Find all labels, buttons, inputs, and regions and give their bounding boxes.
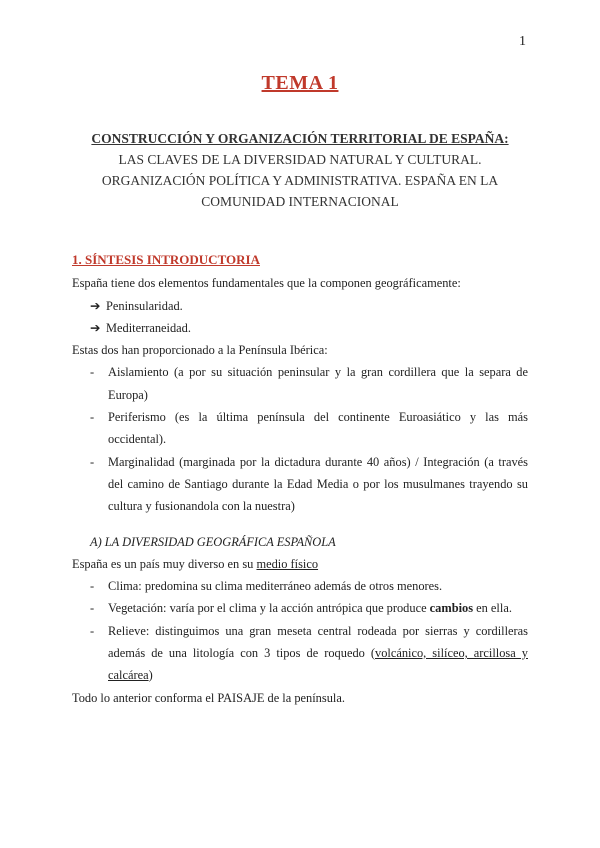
section-1-dash-list [72,361,528,517]
list-item [72,597,528,619]
arrow-item-text: Mediterraneidad. [106,320,191,335]
roquedo-types: volcánico, silíceo, arcillosa y calcárea [108,646,528,683]
list-item-text: Marginalidad (marginada por la dictadura durante 40 años) / Integración (a través del camino de Santiago durante la Edad Media o por los musulmanes trayendo su cultura y fusionandola con la nuestra) [108,454,528,514]
list-item [72,451,528,518]
dash-icon: - [90,410,95,425]
topic-heading-line-2: LAS CLAVES DE LA DIVERSIDAD NATURAL Y CULTURAL. [118,152,482,167]
dash-icon: - [90,623,95,638]
section-a-title: A) LA DIVERSIDAD GEOGRÁFICA ESPAÑOLA [90,534,336,549]
list-item [72,361,528,406]
section-a-intro [72,553,528,575]
topic-heading-line-3: ORGANIZACIÓN POLÍTICA Y ADMINISTRATIVA. ESPAÑA EN LA [101,173,499,188]
document-body [72,249,528,709]
section-a-dash-list [72,575,528,686]
dash-icon: - [90,365,95,380]
list-item [72,406,528,451]
section-1-intro-2: Estas dos han proporcionado a la Península Ibérica: [72,343,328,358]
arrow-icon: ➔ [90,320,101,335]
dash-icon: - [90,579,95,594]
vegetacion-text: Vegetación: varía por el clima y la acción antrópica que produce [108,601,430,616]
medio-fisico-term: medio físico [256,556,319,571]
topic-heading-line-4: COMUNIDAD INTERNACIONAL [201,194,399,209]
section-a-intro-text: España es un país muy diverso en su [72,556,257,571]
list-item-text: Aislamiento (a por su situación peninsular y la gran cordillera que la separa de Europa) [108,365,528,402]
section-a-closing: Todo lo anterior conforma el PAISAJE de la península. [72,690,345,705]
page-number: 1 [519,34,526,49]
arrow-item-text: Peninsularidad. [106,298,183,313]
cambios-term: cambios [429,601,474,616]
topic-heading-line-1: CONSTRUCCIÓN Y ORGANIZACIÓN TERRITORIAL DE ESPAÑA: [91,131,509,146]
dash-icon: - [90,601,95,616]
section-1-title: 1. SÍNTESIS INTRODUCTORIA [72,252,260,267]
arrow-icon: ➔ [90,298,101,313]
arrow-list-item [72,317,528,339]
topic-heading [60,128,540,212]
section-1-intro: España tiene dos elementos fundamentales que la componen geográficamente: [72,276,461,291]
relieve-text-end: ) [148,668,153,683]
clima-text: Clima: predomina su clima mediterráneo además de otros menores. [108,579,443,594]
vegetacion-text-end: en ella. [473,601,512,616]
list-item [72,575,528,597]
dash-icon: - [90,454,95,469]
arrow-list-item [72,295,528,317]
list-item [72,620,528,687]
page-title: TEMA 1 [261,72,339,94]
relieve-text: Relieve: distinguimos una gran meseta central rodeada por sierras y cordilleras además de una litología con 3 tipos de roquedo ( [108,623,528,661]
list-item-text: Periferismo (es la última península del continente Euroasiático y las más occidental). [108,410,528,447]
